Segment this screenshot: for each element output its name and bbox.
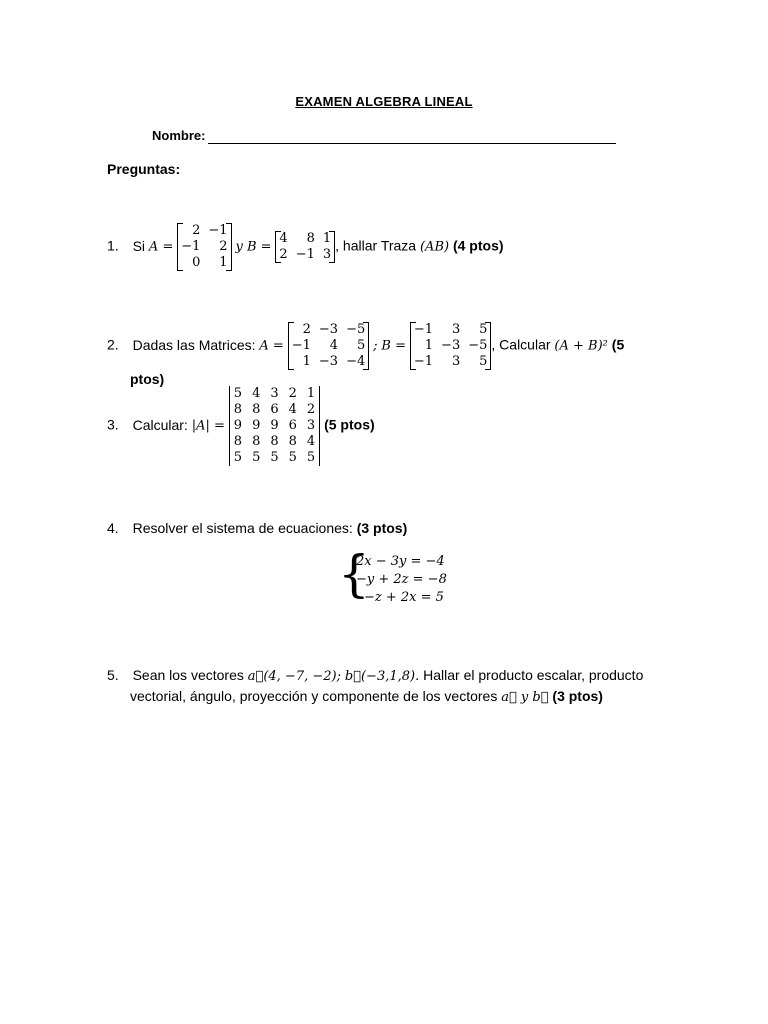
matrix-cell: 9 — [270, 418, 279, 433]
q5-points: (3 ptos) — [552, 688, 603, 704]
matrix-cell: 9 — [252, 418, 261, 433]
matrix-cell: −1 — [413, 322, 434, 337]
matrix-cell: −1 — [208, 223, 228, 238]
q1-a-eq: A = — [148, 239, 174, 255]
matrix-cell: 5 — [288, 450, 297, 465]
question-5 — [107, 667, 643, 684]
matrix-cell: 2 — [288, 386, 297, 401]
question-4 — [107, 520, 407, 536]
matrix-cell: 3 — [451, 354, 461, 369]
equation-2: −y + 2z = −8 — [356, 572, 447, 587]
q3-determinant-matrix — [229, 386, 320, 466]
question-3 — [107, 386, 375, 466]
matrix-cell: 1 — [219, 255, 228, 270]
matrix-cell: −4 — [346, 354, 366, 369]
q5-line1-a: Sean los vectores — [132, 667, 244, 683]
matrix-cell: 2 — [192, 223, 201, 238]
q2-points-b: ptos) — [130, 371, 165, 387]
matrix-cell: 6 — [270, 402, 279, 417]
matrix-cell: 4 — [288, 402, 297, 417]
matrix-cell: −1 — [413, 354, 434, 369]
matrix-cell: 8 — [233, 402, 243, 417]
equation-3: −z + 2x = 5 — [364, 590, 444, 605]
matrix-cell: 4 — [279, 231, 288, 246]
matrix-cell: 4 — [252, 386, 261, 401]
q2-a-eq: A = — [259, 338, 284, 354]
matrix-cell: 8 — [270, 434, 279, 449]
matrix-cell: 5 — [356, 338, 366, 353]
q1-si: Si — [132, 237, 146, 254]
matrix-cell: 5 — [479, 354, 488, 369]
matrix-cell: −1 — [295, 247, 315, 262]
matrix-cell: 6 — [288, 418, 297, 433]
q4-equation-system — [338, 545, 447, 607]
matrix-cell: −1 — [291, 338, 311, 353]
q2-matrix-b — [410, 322, 492, 370]
q3-det-eq: |A| = — [191, 418, 225, 434]
q1-yb-eq: y B = — [235, 239, 272, 255]
matrix-cell: 1 — [306, 386, 316, 401]
matrix-cell: 8 — [252, 434, 261, 449]
q1-text: , hallar Traza — [335, 237, 417, 254]
q5-vector-b: b⃗(−3,1,8). — [344, 669, 420, 684]
q5-line-2 — [130, 688, 603, 705]
matrix-cell: 8 — [288, 434, 297, 449]
left-brace-icon: { — [338, 545, 370, 603]
matrix-cell: 2 — [302, 322, 311, 337]
matrix-cell: 4 — [306, 434, 316, 449]
q2-calc: , Calcular — [491, 336, 551, 353]
matrix-cell: −3 — [318, 322, 339, 337]
q1-matrix-a — [177, 223, 231, 271]
matrix-cell: 1 — [322, 231, 332, 246]
matrix-cell: 4 — [329, 338, 339, 353]
q2-matrix-a — [288, 322, 370, 370]
q5-vector-expr: a⃗ y b⃗ — [501, 690, 549, 705]
question-number: 5. — [107, 667, 119, 683]
matrix-cell: 3 — [322, 247, 332, 262]
q2-b-eq: B = — [381, 338, 406, 354]
q5-line2-text: vectorial, ángulo, proyección y componente de los vectores — [130, 688, 498, 704]
q2-expr: (A + B)² — [554, 338, 608, 354]
q2-points-a: (5 — [611, 336, 625, 353]
matrix-cell: −5 — [468, 338, 488, 353]
q1-matrix-b — [275, 231, 335, 263]
matrix-cell: 5 — [270, 450, 279, 465]
matrix-cell: 9 — [233, 418, 243, 433]
q2-separator: ; — [373, 338, 378, 354]
nombre-blank-line — [208, 143, 616, 144]
matrix-cell: −1 — [181, 239, 201, 254]
matrix-cell: 2 — [306, 402, 316, 417]
matrix-cell: −3 — [318, 354, 339, 369]
matrix-cell: −3 — [441, 338, 461, 353]
matrix-cell: 0 — [192, 255, 201, 270]
q5-line1-b: Hallar el producto escalar, producto — [423, 667, 644, 683]
q3-points: (5 ptos) — [324, 416, 375, 433]
matrix-cell: 5 — [306, 450, 316, 465]
matrix-cell: 8 — [306, 231, 315, 246]
question-2 — [107, 322, 624, 370]
matrix-cell: 5 — [233, 386, 243, 401]
q3-text: Calcular: — [132, 416, 188, 433]
question-number: 4. — [107, 520, 119, 536]
q1-points: (4 ptos) — [452, 237, 504, 254]
q2-text: Dadas las Matrices: — [132, 336, 256, 353]
question-number: 3. — [107, 416, 119, 433]
question-number: 1. — [107, 237, 119, 254]
matrix-cell: 1 — [424, 338, 434, 353]
matrix-cell: 3 — [270, 386, 279, 401]
matrix-cell: 2 — [279, 247, 288, 262]
q1-expr: (AB) — [419, 239, 450, 255]
matrix-cell: 2 — [219, 239, 228, 254]
preguntas-heading: Preguntas: — [107, 161, 181, 177]
matrix-cell: 1 — [302, 354, 311, 369]
q4-points: (3 ptos) — [356, 520, 408, 536]
matrix-cell: 5 — [252, 450, 261, 465]
matrix-cell: 5 — [479, 322, 488, 337]
question-number: 2. — [107, 336, 119, 353]
matrix-cell: 8 — [252, 402, 261, 417]
q5-vector-a: a⃗(4, −7, −2); — [247, 669, 341, 684]
equation-1: 2x − 3y = −4 — [356, 554, 445, 569]
matrix-cell: 8 — [233, 434, 243, 449]
q4-text: Resolver el sistema de ecuaciones: — [132, 520, 353, 536]
matrix-cell: 3 — [306, 418, 316, 433]
matrix-cell: 5 — [233, 450, 243, 465]
matrix-cell: −5 — [346, 322, 366, 337]
nombre-label: Nombre: — [152, 128, 206, 143]
exam-title: EXAMEN ALGEBRA LINEAL — [295, 94, 473, 109]
matrix-cell: 3 — [451, 322, 461, 337]
question-1 — [107, 223, 504, 271]
